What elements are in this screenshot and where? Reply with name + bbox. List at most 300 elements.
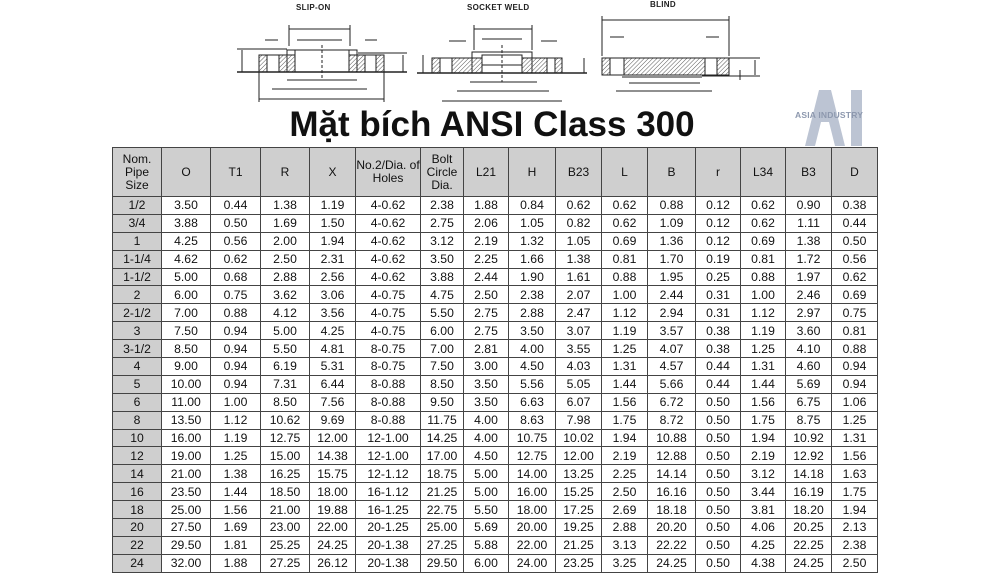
table-cell: 2.19 bbox=[741, 447, 786, 465]
column-header: r bbox=[696, 148, 741, 197]
table-cell: 0.31 bbox=[696, 304, 741, 322]
pipe-size-cell: 1-1/4 bbox=[113, 250, 162, 268]
logo-text: ASIA INDUSTRY bbox=[795, 110, 864, 120]
table-cell: 1.56 bbox=[832, 447, 878, 465]
table-cell: 24.25 bbox=[648, 554, 696, 572]
table-cell: 6.07 bbox=[556, 393, 602, 411]
table-cell: 19.25 bbox=[556, 519, 602, 537]
table-cell: 1.56 bbox=[211, 501, 261, 519]
table-row bbox=[113, 483, 878, 501]
table-cell: 3.50 bbox=[162, 197, 211, 215]
table-cell: 4-0.62 bbox=[356, 268, 421, 286]
table-cell: 6.63 bbox=[509, 393, 556, 411]
column-header: Bolt Circle Dia. bbox=[421, 148, 464, 197]
table-row bbox=[113, 429, 878, 447]
table-cell: 0.62 bbox=[741, 214, 786, 232]
table-cell: 1.25 bbox=[832, 411, 878, 429]
table-cell: 1.32 bbox=[509, 232, 556, 250]
table-cell: 8-0.88 bbox=[356, 393, 421, 411]
table-cell: 3.12 bbox=[741, 465, 786, 483]
table-cell: 20.20 bbox=[648, 519, 696, 537]
table-cell: 0.50 bbox=[696, 554, 741, 572]
table-cell: 1.88 bbox=[464, 197, 509, 215]
table-cell: 0.84 bbox=[509, 197, 556, 215]
table-cell: 4.06 bbox=[741, 519, 786, 537]
table-cell: 5.69 bbox=[786, 375, 832, 393]
table-cell: 3.12 bbox=[421, 232, 464, 250]
table-cell: 3.60 bbox=[786, 322, 832, 340]
table-cell: 10.92 bbox=[786, 429, 832, 447]
table-cell: 1.81 bbox=[211, 536, 261, 554]
table-cell: 2.06 bbox=[464, 214, 509, 232]
column-header: Nom. Pipe Size bbox=[113, 148, 162, 197]
table-cell: 4.00 bbox=[464, 411, 509, 429]
table-cell: 1.09 bbox=[648, 214, 696, 232]
table-cell: 3.07 bbox=[556, 322, 602, 340]
table-cell: 5.88 bbox=[464, 536, 509, 554]
table-header-row bbox=[113, 148, 878, 197]
table-row bbox=[113, 322, 878, 340]
table-row bbox=[113, 411, 878, 429]
table-cell: 1.25 bbox=[741, 340, 786, 358]
table-cell: 2.38 bbox=[509, 286, 556, 304]
table-cell: 0.68 bbox=[211, 268, 261, 286]
table-cell: 2.13 bbox=[832, 519, 878, 537]
table-cell: 7.98 bbox=[556, 411, 602, 429]
table-cell: 2.19 bbox=[464, 232, 509, 250]
table-cell: 0.94 bbox=[211, 340, 261, 358]
pipe-size-cell: 12 bbox=[113, 447, 162, 465]
table-cell: 23.25 bbox=[556, 554, 602, 572]
table-cell: 8-0.75 bbox=[356, 340, 421, 358]
table-cell: 21.00 bbox=[261, 501, 310, 519]
column-header: O bbox=[162, 148, 211, 197]
table-cell: 1.12 bbox=[741, 304, 786, 322]
table-cell: 8-0.88 bbox=[356, 411, 421, 429]
table-cell: 1.88 bbox=[211, 554, 261, 572]
table-cell: 23.50 bbox=[162, 483, 211, 501]
table-cell: 8.72 bbox=[648, 411, 696, 429]
table-cell: 0.62 bbox=[602, 214, 648, 232]
table-cell: 0.56 bbox=[832, 250, 878, 268]
pipe-size-cell: 5 bbox=[113, 375, 162, 393]
table-cell: 6.19 bbox=[261, 358, 310, 376]
table-cell: 18.50 bbox=[261, 483, 310, 501]
table-cell: 0.44 bbox=[696, 358, 741, 376]
table-cell: 1.19 bbox=[602, 322, 648, 340]
column-header: B3 bbox=[786, 148, 832, 197]
table-cell: 5.50 bbox=[421, 304, 464, 322]
table-row bbox=[113, 358, 878, 376]
table-cell: 0.81 bbox=[832, 322, 878, 340]
table-cell: 2.46 bbox=[786, 286, 832, 304]
table-cell: 1.19 bbox=[741, 322, 786, 340]
table-row bbox=[113, 519, 878, 537]
table-cell: 18.75 bbox=[421, 465, 464, 483]
table-cell: 0.88 bbox=[741, 268, 786, 286]
table-cell: 16-1.25 bbox=[356, 501, 421, 519]
table-cell: 1.31 bbox=[602, 358, 648, 376]
table-cell: 5.00 bbox=[464, 483, 509, 501]
table-cell: 10.62 bbox=[261, 411, 310, 429]
table-cell: 4.00 bbox=[464, 429, 509, 447]
table-cell: 2.31 bbox=[310, 250, 356, 268]
table-cell: 25.00 bbox=[162, 501, 211, 519]
table-cell: 2.25 bbox=[464, 250, 509, 268]
table-cell: 18.00 bbox=[310, 483, 356, 501]
table-cell: 3.50 bbox=[421, 250, 464, 268]
table-cell: 1.05 bbox=[556, 232, 602, 250]
pipe-size-cell: 20 bbox=[113, 519, 162, 537]
table-cell: 0.62 bbox=[602, 197, 648, 215]
pipe-size-cell: 4 bbox=[113, 358, 162, 376]
table-cell: 5.56 bbox=[509, 375, 556, 393]
table-cell: 7.00 bbox=[162, 304, 211, 322]
table-cell: 12-1.00 bbox=[356, 429, 421, 447]
table-cell: 1.90 bbox=[509, 268, 556, 286]
pipe-size-cell: 22 bbox=[113, 536, 162, 554]
table-cell: 0.94 bbox=[832, 375, 878, 393]
table-row bbox=[113, 214, 878, 232]
table-cell: 2.69 bbox=[602, 501, 648, 519]
table-cell: 1.69 bbox=[211, 519, 261, 537]
table-cell: 0.38 bbox=[696, 340, 741, 358]
table-cell: 0.50 bbox=[696, 429, 741, 447]
table-body bbox=[113, 197, 878, 573]
table-cell: 15.75 bbox=[310, 465, 356, 483]
table-cell: 6.00 bbox=[464, 554, 509, 572]
table-cell: 0.62 bbox=[741, 197, 786, 215]
table-cell: 1.75 bbox=[741, 411, 786, 429]
table-cell: 2.88 bbox=[602, 519, 648, 537]
table-cell: 20.25 bbox=[786, 519, 832, 537]
table-cell: 16.16 bbox=[648, 483, 696, 501]
table-cell: 0.38 bbox=[696, 322, 741, 340]
table-cell: 2.50 bbox=[464, 286, 509, 304]
table-row bbox=[113, 340, 878, 358]
table-cell: 0.69 bbox=[602, 232, 648, 250]
pipe-size-cell: 3-1/2 bbox=[113, 340, 162, 358]
table-cell: 4.00 bbox=[509, 340, 556, 358]
table-cell: 20.00 bbox=[509, 519, 556, 537]
table-cell: 2.88 bbox=[261, 268, 310, 286]
table-cell: 3.00 bbox=[464, 358, 509, 376]
column-header: R bbox=[261, 148, 310, 197]
table-cell: 0.25 bbox=[696, 268, 741, 286]
table-cell: 2.38 bbox=[421, 197, 464, 215]
table-cell: 4.50 bbox=[464, 447, 509, 465]
table-cell: 6.72 bbox=[648, 393, 696, 411]
table-cell: 8.50 bbox=[421, 375, 464, 393]
table-cell: 32.00 bbox=[162, 554, 211, 572]
table-cell: 7.50 bbox=[421, 358, 464, 376]
table-cell: 6.00 bbox=[421, 322, 464, 340]
table-cell: 4.25 bbox=[310, 322, 356, 340]
table-cell: 4.62 bbox=[162, 250, 211, 268]
table-cell: 0.81 bbox=[741, 250, 786, 268]
page-title: Mặt bích ANSI Class 300 bbox=[289, 105, 695, 144]
table-cell: 12.00 bbox=[556, 447, 602, 465]
table-cell: 27.25 bbox=[261, 554, 310, 572]
pipe-size-cell: 3/4 bbox=[113, 214, 162, 232]
table-cell: 1.44 bbox=[741, 375, 786, 393]
table-cell: 17.25 bbox=[556, 501, 602, 519]
table-cell: 16.19 bbox=[786, 483, 832, 501]
table-cell: 1.36 bbox=[648, 232, 696, 250]
table-cell: 8.50 bbox=[162, 340, 211, 358]
table-cell: 18.20 bbox=[786, 501, 832, 519]
pipe-size-cell: 1/2 bbox=[113, 197, 162, 215]
table-cell: 4-0.62 bbox=[356, 197, 421, 215]
table-row bbox=[113, 268, 878, 286]
table-cell: 7.31 bbox=[261, 375, 310, 393]
pipe-size-cell: 18 bbox=[113, 501, 162, 519]
table-cell: 6.75 bbox=[786, 393, 832, 411]
table-cell: 20-1.38 bbox=[356, 536, 421, 554]
table-cell: 13.50 bbox=[162, 411, 211, 429]
table-cell: 14.38 bbox=[310, 447, 356, 465]
table-cell: 0.50 bbox=[832, 232, 878, 250]
table-cell: 4-0.62 bbox=[356, 214, 421, 232]
table-cell: 4-0.62 bbox=[356, 250, 421, 268]
table-cell: 0.56 bbox=[211, 232, 261, 250]
table-cell: 2.94 bbox=[648, 304, 696, 322]
table-cell: 1.25 bbox=[211, 447, 261, 465]
table-cell: 4.25 bbox=[741, 536, 786, 554]
table-cell: 3.50 bbox=[509, 322, 556, 340]
table-cell: 21.00 bbox=[162, 465, 211, 483]
table-cell: 24.25 bbox=[786, 554, 832, 572]
table-cell: 3.57 bbox=[648, 322, 696, 340]
table-cell: 0.31 bbox=[696, 286, 741, 304]
table-cell: 12.75 bbox=[509, 447, 556, 465]
table-cell: 1.05 bbox=[509, 214, 556, 232]
table-cell: 21.25 bbox=[556, 536, 602, 554]
table-cell: 2.25 bbox=[602, 465, 648, 483]
table-row bbox=[113, 501, 878, 519]
table-cell: 17.00 bbox=[421, 447, 464, 465]
table-cell: 8.50 bbox=[261, 393, 310, 411]
table-cell: 2.97 bbox=[786, 304, 832, 322]
table-cell: 12-1.12 bbox=[356, 465, 421, 483]
table-row bbox=[113, 250, 878, 268]
table-cell: 1.44 bbox=[602, 375, 648, 393]
table-cell: 4.60 bbox=[786, 358, 832, 376]
pipe-size-cell: 24 bbox=[113, 554, 162, 572]
table-cell: 15.25 bbox=[556, 483, 602, 501]
table-cell: 4.75 bbox=[421, 286, 464, 304]
table-cell: 29.50 bbox=[421, 554, 464, 572]
table-cell: 22.25 bbox=[786, 536, 832, 554]
table-cell: 14.14 bbox=[648, 465, 696, 483]
column-header: X bbox=[310, 148, 356, 197]
table-cell: 0.50 bbox=[696, 393, 741, 411]
table-cell: 2.88 bbox=[509, 304, 556, 322]
blind-flange-diagram-icon bbox=[592, 0, 772, 108]
table-cell: 1.19 bbox=[310, 197, 356, 215]
table-cell: 20-1.38 bbox=[356, 554, 421, 572]
table-cell: 1.50 bbox=[310, 214, 356, 232]
table-cell: 1.61 bbox=[556, 268, 602, 286]
table-cell: 2.47 bbox=[556, 304, 602, 322]
table-cell: 5.66 bbox=[648, 375, 696, 393]
table-cell: 21.25 bbox=[421, 483, 464, 501]
pipe-size-cell: 1-1/2 bbox=[113, 268, 162, 286]
table-cell: 4-0.62 bbox=[356, 232, 421, 250]
table-cell: 1.38 bbox=[211, 465, 261, 483]
table-cell: 22.22 bbox=[648, 536, 696, 554]
table-cell: 0.62 bbox=[832, 268, 878, 286]
table-cell: 22.00 bbox=[509, 536, 556, 554]
table-cell: 1.66 bbox=[509, 250, 556, 268]
table-cell: 26.12 bbox=[310, 554, 356, 572]
table-cell: 0.50 bbox=[696, 519, 741, 537]
table-cell: 9.50 bbox=[421, 393, 464, 411]
table-cell: 11.75 bbox=[421, 411, 464, 429]
table-cell: 0.88 bbox=[211, 304, 261, 322]
table-cell: 4.25 bbox=[162, 232, 211, 250]
table-cell: 0.88 bbox=[602, 268, 648, 286]
table-row bbox=[113, 232, 878, 250]
table-cell: 1.38 bbox=[786, 232, 832, 250]
table-cell: 3.56 bbox=[310, 304, 356, 322]
table-cell: 16.00 bbox=[509, 483, 556, 501]
table-cell: 0.38 bbox=[832, 197, 878, 215]
pipe-size-cell: 16 bbox=[113, 483, 162, 501]
table-cell: 2.75 bbox=[464, 322, 509, 340]
table-cell: 0.88 bbox=[832, 340, 878, 358]
table-cell: 0.12 bbox=[696, 232, 741, 250]
table-cell: 2.75 bbox=[464, 304, 509, 322]
table-cell: 2.56 bbox=[310, 268, 356, 286]
table-cell: 12.75 bbox=[261, 429, 310, 447]
table-cell: 8-0.75 bbox=[356, 358, 421, 376]
flange-spec-table bbox=[112, 147, 878, 573]
table-cell: 29.50 bbox=[162, 536, 211, 554]
table-cell: 0.94 bbox=[832, 358, 878, 376]
table-cell: 5.50 bbox=[464, 501, 509, 519]
table-cell: 0.94 bbox=[211, 322, 261, 340]
table-cell: 1.31 bbox=[741, 358, 786, 376]
table-cell: 16.00 bbox=[162, 429, 211, 447]
socket-weld-flange-diagram-icon bbox=[412, 0, 592, 108]
table-cell: 0.88 bbox=[648, 197, 696, 215]
table-cell: 3.06 bbox=[310, 286, 356, 304]
table-cell: 2.50 bbox=[602, 483, 648, 501]
table-cell: 3.50 bbox=[464, 393, 509, 411]
table-cell: 2.19 bbox=[602, 447, 648, 465]
table-cell: 2.38 bbox=[832, 536, 878, 554]
table-cell: 1.00 bbox=[602, 286, 648, 304]
table-cell: 7.00 bbox=[421, 340, 464, 358]
table-cell: 1.63 bbox=[832, 465, 878, 483]
table-cell: 6.00 bbox=[162, 286, 211, 304]
table-cell: 1.97 bbox=[786, 268, 832, 286]
table-cell: 0.50 bbox=[696, 465, 741, 483]
table-cell: 1.25 bbox=[602, 340, 648, 358]
table-cell: 1.95 bbox=[648, 268, 696, 286]
table-cell: 27.25 bbox=[421, 536, 464, 554]
table-cell: 5.00 bbox=[464, 465, 509, 483]
table-cell: 0.50 bbox=[211, 214, 261, 232]
table-cell: 1.12 bbox=[211, 411, 261, 429]
pipe-size-cell: 8 bbox=[113, 411, 162, 429]
table-cell: 4.03 bbox=[556, 358, 602, 376]
table-cell: 5.05 bbox=[556, 375, 602, 393]
table-cell: 4.38 bbox=[741, 554, 786, 572]
table-cell: 25.25 bbox=[261, 536, 310, 554]
table-cell: 9.00 bbox=[162, 358, 211, 376]
table-cell: 14.25 bbox=[421, 429, 464, 447]
table-cell: 4.07 bbox=[648, 340, 696, 358]
pipe-size-cell: 1 bbox=[113, 232, 162, 250]
table-cell: 1.56 bbox=[741, 393, 786, 411]
table-cell: 3.44 bbox=[741, 483, 786, 501]
table-cell: 27.50 bbox=[162, 519, 211, 537]
table-cell: 10.00 bbox=[162, 375, 211, 393]
table-cell: 3.25 bbox=[602, 554, 648, 572]
table-cell: 22.75 bbox=[421, 501, 464, 519]
pipe-size-cell: 2 bbox=[113, 286, 162, 304]
table-cell: 3.88 bbox=[162, 214, 211, 232]
pipe-size-cell: 6 bbox=[113, 393, 162, 411]
table-cell: 18.18 bbox=[648, 501, 696, 519]
column-header: No.2/Dia. of Holes bbox=[356, 148, 421, 197]
table-cell: 19.00 bbox=[162, 447, 211, 465]
table-cell: 1.06 bbox=[832, 393, 878, 411]
table-cell: 3.50 bbox=[464, 375, 509, 393]
table-cell: 0.75 bbox=[211, 286, 261, 304]
table-cell: 23.00 bbox=[261, 519, 310, 537]
table-cell: 4.50 bbox=[509, 358, 556, 376]
table-cell: 1.69 bbox=[261, 214, 310, 232]
table-cell: 0.90 bbox=[786, 197, 832, 215]
slip-on-flange-diagram-icon bbox=[232, 0, 412, 108]
blind-label: BLIND bbox=[650, 0, 676, 9]
table-cell: 0.50 bbox=[696, 483, 741, 501]
table-cell: 12-1.00 bbox=[356, 447, 421, 465]
table-cell: 5.00 bbox=[162, 268, 211, 286]
table-cell: 1.11 bbox=[786, 214, 832, 232]
table-row bbox=[113, 304, 878, 322]
table-row bbox=[113, 465, 878, 483]
table-cell: 0.50 bbox=[696, 447, 741, 465]
table-cell: 10.75 bbox=[509, 429, 556, 447]
table-cell: 0.50 bbox=[696, 411, 741, 429]
table-cell: 16-1.12 bbox=[356, 483, 421, 501]
table-cell: 4.81 bbox=[310, 340, 356, 358]
table-cell: 2.44 bbox=[464, 268, 509, 286]
table-cell: 6.44 bbox=[310, 375, 356, 393]
table-cell: 0.44 bbox=[211, 197, 261, 215]
table-cell: 1.75 bbox=[832, 483, 878, 501]
table-cell: 10.02 bbox=[556, 429, 602, 447]
table-cell: 5.31 bbox=[310, 358, 356, 376]
table-cell: 24.00 bbox=[509, 554, 556, 572]
table-cell: 5.50 bbox=[261, 340, 310, 358]
table-cell: 20-1.25 bbox=[356, 519, 421, 537]
table-cell: 15.00 bbox=[261, 447, 310, 465]
table-row bbox=[113, 447, 878, 465]
table-cell: 3.55 bbox=[556, 340, 602, 358]
table-cell: 12.92 bbox=[786, 447, 832, 465]
table-cell: 0.62 bbox=[211, 250, 261, 268]
table-cell: 4.57 bbox=[648, 358, 696, 376]
pipe-size-cell: 3 bbox=[113, 322, 162, 340]
column-header: L21 bbox=[464, 148, 509, 197]
table-cell: 0.69 bbox=[832, 286, 878, 304]
table-cell: 2.75 bbox=[421, 214, 464, 232]
